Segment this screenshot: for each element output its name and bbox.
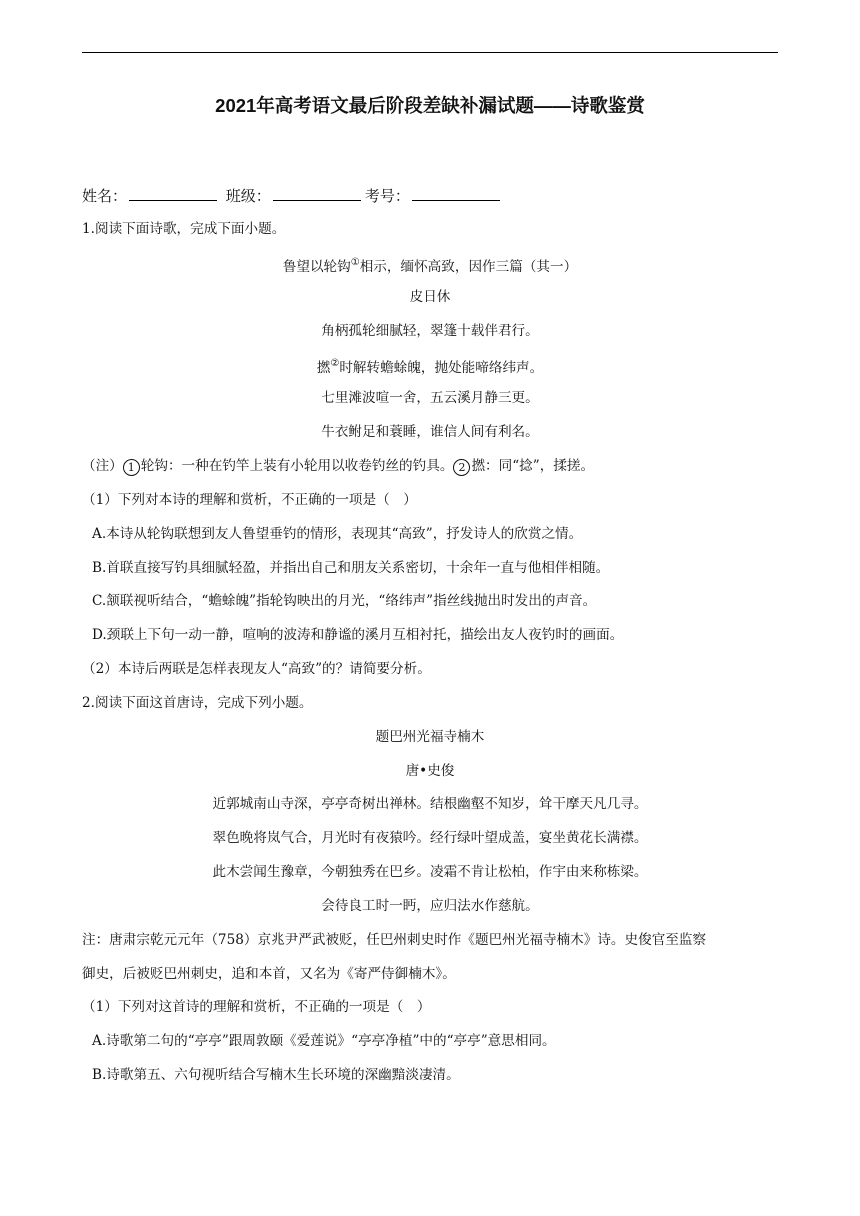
q1-note-text-1: 轮钩：一种在钓竿上装有小轮用以收卷钓丝的钓具。	[140, 458, 454, 474]
q1-poem-line-2-part1: 撚	[316, 360, 331, 376]
q2-poem-title: 题巴州光福寺楠木	[375, 729, 485, 745]
q2-poem-line-1: 近郭城南山寺深，亭亭奇树出禅林。结根幽壑不知岁，耸干摩天凡几寻。	[212, 796, 648, 812]
q1-poem-line-1: 角柄孤轮细腻轻，翠篷十载伴君行。	[321, 323, 539, 339]
q2-intro: 2.阅读下面这首唐诗，完成下列小题。	[82, 695, 313, 711]
q2-option-b: B.诗歌第五、六句视听结合写楠木生长环境的深幽黯淡凄清。	[92, 1067, 460, 1083]
q1-option-d: D.颈联上下句一动一静，喧响的波涛和静谧的溪月互相衬托，描绘出友人夜钓时的画面。	[92, 627, 624, 643]
q1-note-label: （注）	[82, 458, 123, 474]
q2-poem-line-3: 此木尝闻生豫章，今朝独秀在巴乡。凌霜不肯让松柏，作宇由来称栋梁。	[212, 864, 648, 880]
q1-poem-line-4: 牛衣鲋足和蓑睡，谁信人间有利名。	[321, 424, 539, 440]
q1-sub1: （1）下列对本诗的理解和赏析，不正确的一项是（ ）	[82, 492, 417, 508]
q2-note-line-2: 御史，后被贬巴州刺史，追和本首，又名为《寄严侍御楠木》。	[82, 966, 456, 982]
circled-number-2: 2	[453, 459, 470, 476]
q1-author: 皮日休	[409, 289, 451, 305]
student-info-row	[82, 186, 504, 206]
q1-poem-line-2	[0, 355, 860, 377]
class-label: 班级：	[225, 187, 271, 205]
class-blank[interactable]	[273, 186, 361, 201]
q2-poem-line-2: 翠色晚将岚气合，月光时有夜猿吟。经行绿叶望成盖，宴坐黄花长满襟。	[212, 830, 648, 846]
q1-poem-line-2-part2: 时解转蟾蜍魄，抛处能啼络纬声。	[339, 360, 544, 376]
q1-poem-line-3: 七里滩波喧一舍，五云溪月静三更。	[321, 390, 539, 406]
q1-sub2: （2）本诗后两联是怎样表现友人“高致”的？请简要分析。	[82, 661, 431, 677]
q1-note-text-2: 撚：同“捻”，揉搓。	[471, 458, 595, 474]
q1-poem-title-part2: 相示，缅怀高致，因作三篇（其一）	[359, 259, 578, 275]
id-label: 考号：	[364, 187, 410, 205]
q1-note	[82, 457, 594, 476]
footnote-mark-1: ①	[350, 257, 360, 268]
q1-poem-title	[0, 254, 860, 276]
q2-note-line-1: 注：唐肃宗乾元元年（758）京兆尹严武被贬，任巴州刺史时作《题巴州光福寺楠木》诗。史俊官至监察	[82, 932, 707, 948]
q2-author: 唐•史俊	[405, 763, 455, 779]
name-blank[interactable]	[129, 186, 217, 201]
q1-option-b: B.首联直接写钓具细腻轻盈，并指出自己和朋友关系密切，十余年一直与他相伴相随。	[92, 560, 610, 576]
q1-option-c: C.颔联视听结合，“蟾蜍魄”指轮钩映出的月光，“络纬声”指丝线抛出时发出的声音。	[92, 593, 597, 609]
header-rule	[82, 52, 778, 53]
q1-intro: 1.阅读下面诗歌，完成下面小题。	[82, 221, 286, 237]
id-blank[interactable]	[412, 186, 500, 201]
name-label: 姓名：	[82, 187, 128, 205]
q2-option-a: A.诗歌第二句的“亭亭”跟周敦颐《爱莲说》“亭亭净植”中的“亭亭”意思相同。	[92, 1033, 556, 1049]
q1-poem-title-part1: 鲁望以轮钩	[282, 259, 351, 275]
page-title: 2021年高考语文最后阶段差缺补漏试题——诗歌鉴赏	[215, 95, 645, 116]
q1-option-a: A.本诗从轮钩联想到友人鲁望垂钓的情形，表现其“高致”，抒发诗人的欣赏之情。	[92, 526, 583, 542]
q2-poem-line-4: 会待良工时一眄，应归法水作慈航。	[321, 898, 539, 914]
circled-number-1: 1	[123, 459, 140, 476]
q2-sub1: （1）下列对这首诗的理解和赏析，不正确的一项是（ ）	[82, 999, 431, 1015]
footnote-mark-2: ②	[330, 358, 340, 369]
